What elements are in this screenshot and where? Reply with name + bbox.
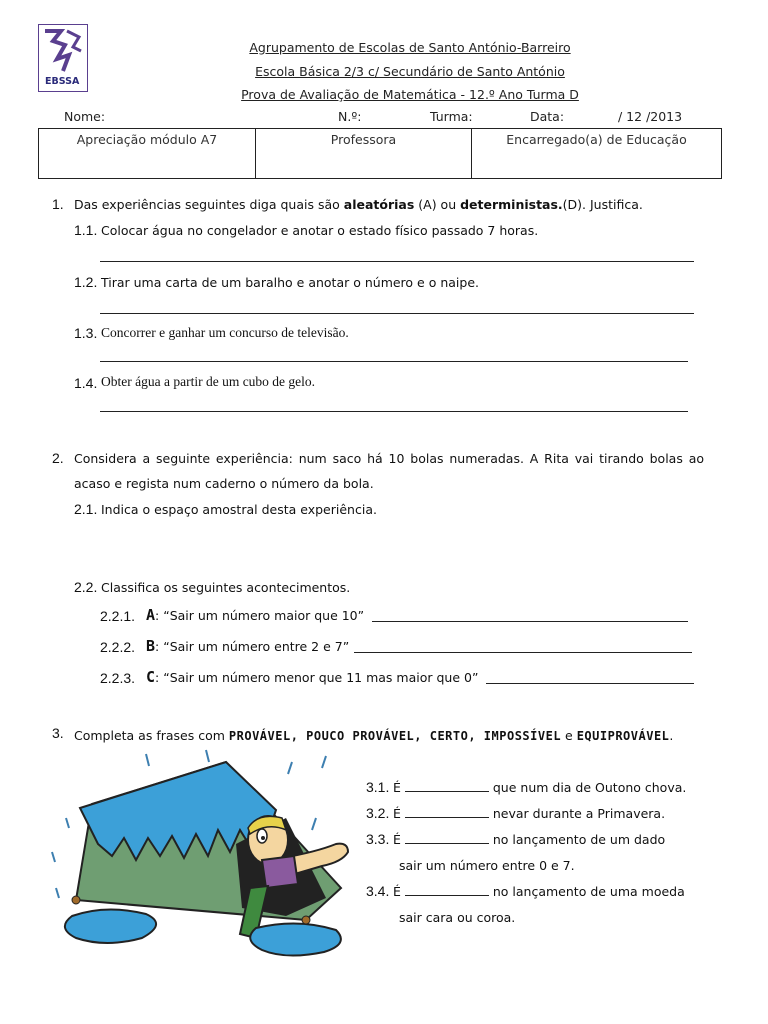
item-1-2-text: Tirar uma carta de um baralho e anotar o número e o naipe. [101,275,479,290]
header-line-1: Agrupamento de Escolas de Santo António-Barreiro [249,40,571,55]
blank-3-2[interactable] [405,817,489,818]
item-3-1-pre: É [393,780,401,795]
event-a-letter: A [146,606,156,624]
item-3-4-text [393,884,685,899]
assessment-table [38,128,722,179]
item-3-3-pre: É [393,832,401,847]
school-logo-text: EBSSA [45,76,80,87]
q1-text-c: (D). Justifica. [562,197,643,212]
module-appraisal-cell: Apreciação módulo A7 [39,129,256,179]
question-2-line-1: Considera a seguinte experiência: num saco há 10 bolas numeradas. A Rita vai tirando bolas ao [74,451,704,466]
item-3-2-text [393,806,665,821]
question-1-number: 1. [52,196,64,212]
item-1-1-number: 1.1. [74,222,98,238]
blank-3-1[interactable] [405,791,489,792]
question-2-line-2: acaso e regista num caderno o número da bola. [74,476,374,491]
guardian-cell: Encarregado(a) de Educação [472,129,722,179]
event-b-letter: B [146,637,156,655]
item-1-3-text: Concorrer e ganhar um concurso de televisão. [101,325,349,340]
item-2-2-number: 2.2. [74,579,98,595]
q1-text-b: (A) ou [414,197,461,212]
q3-dot: . [669,728,674,743]
item-3-3-text [393,832,665,847]
school-logo [38,24,88,92]
date-label: Data: [530,109,565,124]
blank-3-3[interactable] [405,843,489,844]
item-3-2-post: nevar durante a Primavera. [492,806,666,821]
item-2-2-text: Classifica os seguintes acontecimentos. [101,580,351,595]
q1-deterministas: deterministas. [460,197,563,212]
event-a [146,605,364,624]
item-1-4-number: 1.4. [74,375,98,391]
header-line-3: Prova de Avaliação de Matemática - 12.º Ano Turma D [241,87,579,102]
event-c-letter: C [146,668,156,686]
answer-line-event-b[interactable] [354,652,692,653]
event-c-text: : “Sair um número menor que 11 mas maior que 0” [155,670,479,685]
item-1-3-number: 1.3. [74,325,98,341]
item-1-1-text: Colocar água no congelador e anotar o estado físico passado 7 horas. [101,223,539,238]
q3-intro: Completa as frases com [74,728,229,743]
item-3-3-number: 3.3. [366,831,390,847]
answer-line-1-3[interactable] [100,361,688,362]
answer-line-1-1[interactable] [100,261,694,262]
answer-line-1-4[interactable] [100,411,688,412]
item-3-4-post: no lançamento de uma moeda [492,884,685,899]
event-a-text: : “Sair um número maior que 10” [155,608,365,623]
q3-words: PROVÁVEL, POUCO PROVÁVEL, CERTO, IMPOSSÍVEL [228,729,562,743]
question-1-text [74,197,643,212]
header-line-2: Escola Básica 2/3 c/ Secundário de Santo António [255,64,565,79]
tent-illustration [36,748,360,962]
question-2-number: 2. [52,450,64,466]
question-3-number: 3. [52,725,64,741]
item-3-4-number: 3.4. [366,883,390,899]
item-3-3-post: no lançamento de um dado [492,832,666,847]
item-1-2-number: 1.2. [74,274,98,290]
item-3-2-number: 3.2. [366,805,390,821]
number-label: N.º: [338,109,362,124]
question-3-text [74,725,673,744]
item-3-3-continuation: sair um número entre 0 e 7. [399,858,575,873]
item-3-4-continuation: sair cara ou coroa. [399,910,516,925]
item-2-1-number: 2.1. [74,501,98,517]
answer-line-1-2[interactable] [100,313,694,314]
item-3-4-pre: É [393,884,401,899]
event-c-number: 2.2.3. [100,670,136,686]
event-a-number: 2.2.1. [100,608,136,624]
item-3-2-pre: É [393,806,401,821]
q1-text-a: Das experiências seguintes diga quais são [74,197,344,212]
event-b [146,636,349,655]
blank-3-4[interactable] [405,895,489,896]
school-logo-mark-icon [39,25,86,77]
teacher-cell: Professora [256,129,472,179]
item-3-1-post: que num dia de Outono chova. [492,780,687,795]
name-label: Nome: [64,109,106,124]
q3-last-word: EQUIPROVÁVEL [576,729,670,743]
event-b-text: : “Sair um número entre 2 e 7” [155,639,350,654]
answer-line-event-a[interactable] [372,621,688,622]
q3-e: e [561,728,577,743]
class-label: Turma: [430,109,473,124]
item-3-1-text [393,780,686,795]
item-3-1-number: 3.1. [366,779,390,795]
event-c [146,667,478,686]
item-1-4-text: Obter água a partir de um cubo de gelo. [101,374,316,389]
event-b-number: 2.2.2. [100,639,136,655]
answer-line-event-c[interactable] [486,683,694,684]
item-2-1-text: Indica o espaço amostral desta experiência. [101,502,377,517]
date-value: / 12 /2013 [618,109,683,124]
q1-aleatorias: aleatórias [343,197,415,212]
